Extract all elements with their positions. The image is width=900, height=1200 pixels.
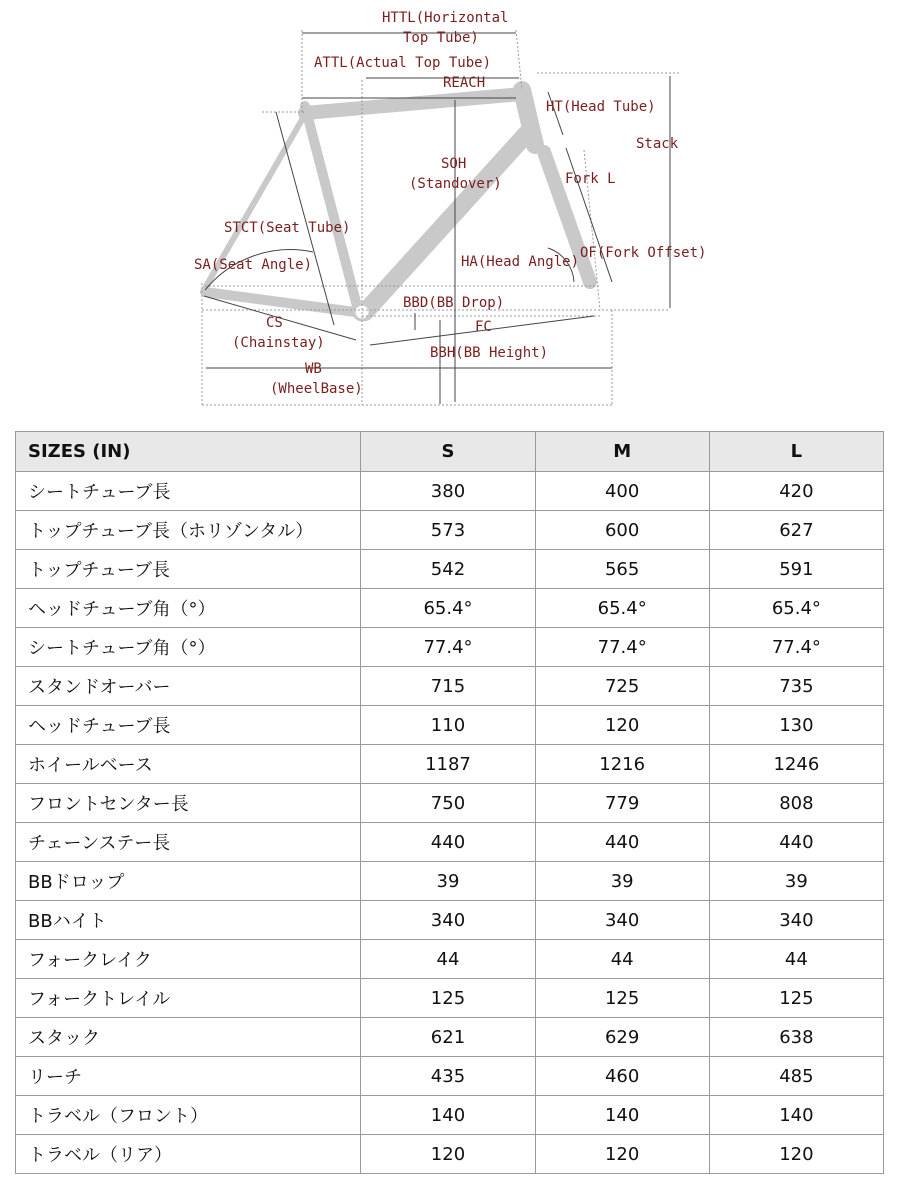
row-value-s: 542 — [361, 550, 535, 589]
label-cs-line1: CS — [266, 315, 283, 331]
row-value-m: 77.4° — [535, 628, 709, 667]
row-value-m: 600 — [535, 511, 709, 550]
row-value-m: 565 — [535, 550, 709, 589]
label-fork-l: Fork L — [565, 171, 616, 187]
row-label: ヘッドチューブ長 — [16, 706, 361, 745]
row-value-s: 380 — [361, 472, 535, 511]
row-label: トラベル（フロント） — [16, 1096, 361, 1135]
label-wb-line2: (WheelBase) — [270, 381, 363, 397]
label-cs-line2: (Chainstay) — [232, 335, 325, 351]
label-sa: SA(Seat Angle) — [194, 257, 313, 273]
chain-stay — [205, 292, 355, 312]
row-value-s: 77.4° — [361, 628, 535, 667]
row-value-m: 400 — [535, 472, 709, 511]
row-label: BBハイト — [16, 901, 361, 940]
row-value-s: 621 — [361, 1018, 535, 1057]
label-wb-line1: WB — [305, 361, 322, 377]
row-value-l: 627 — [709, 511, 883, 550]
row-value-l: 340 — [709, 901, 883, 940]
row-value-m: 629 — [535, 1018, 709, 1057]
table-row — [16, 1096, 884, 1135]
row-label: スタンドオーバー — [16, 667, 361, 706]
label-of: OF(Fork Offset) — [580, 245, 707, 261]
row-value-l: 1246 — [709, 745, 883, 784]
table-header — [16, 432, 884, 472]
row-value-l: 65.4° — [709, 589, 883, 628]
table-row — [16, 589, 884, 628]
seat-tube — [305, 106, 358, 310]
row-value-m: 65.4° — [535, 589, 709, 628]
table-row — [16, 667, 884, 706]
label-fc: FC — [475, 319, 492, 335]
table-row — [16, 862, 884, 901]
row-value-l: 120 — [709, 1135, 883, 1174]
row-value-s: 65.4° — [361, 589, 535, 628]
table-row — [16, 901, 884, 940]
table-row — [16, 940, 884, 979]
row-value-s: 110 — [361, 706, 535, 745]
label-stack: Stack — [636, 136, 679, 152]
table-row — [16, 1057, 884, 1096]
table-row — [16, 550, 884, 589]
row-label: フォークレイク — [16, 940, 361, 979]
row-label: トップチューブ長（ホリゾンタル） — [16, 511, 361, 550]
row-value-l: 485 — [709, 1057, 883, 1096]
row-value-l: 140 — [709, 1096, 883, 1135]
row-value-l: 440 — [709, 823, 883, 862]
row-label: スタック — [16, 1018, 361, 1057]
label-httl-line1: HTTL(Horizontal — [382, 10, 509, 26]
row-label: ヘッドチューブ角（°） — [16, 589, 361, 628]
label-bbd: BBD(BB Drop) — [403, 295, 505, 311]
table-row — [16, 1018, 884, 1057]
row-value-s: 440 — [361, 823, 535, 862]
label-httl-line2: Top Tube) — [403, 30, 479, 46]
row-value-m: 440 — [535, 823, 709, 862]
row-value-m: 725 — [535, 667, 709, 706]
row-value-l: 420 — [709, 472, 883, 511]
table-row — [16, 1135, 884, 1174]
row-value-m: 120 — [535, 706, 709, 745]
row-value-l: 591 — [709, 550, 883, 589]
table-row — [16, 979, 884, 1018]
row-label: トップチューブ長 — [16, 550, 361, 589]
frame-geometry-diagram — [0, 0, 900, 420]
label-attl: ATTL(Actual Top Tube) — [314, 55, 492, 71]
table-row — [16, 706, 884, 745]
table-row — [16, 745, 884, 784]
row-label: チェーンステー長 — [16, 823, 361, 862]
row-label: ホイールベース — [16, 745, 361, 784]
geometry-table — [15, 431, 884, 1174]
row-value-s: 1187 — [361, 745, 535, 784]
sizes-column-header: SIZES (IN) — [16, 432, 361, 472]
table-body — [16, 472, 884, 1174]
row-value-s: 44 — [361, 940, 535, 979]
row-label: トラベル（リア） — [16, 1135, 361, 1174]
row-value-m: 460 — [535, 1057, 709, 1096]
label-reach: REACH — [443, 75, 486, 91]
table-row — [16, 784, 884, 823]
table-row — [16, 511, 884, 550]
row-value-s: 125 — [361, 979, 535, 1018]
size-m-header: M — [535, 432, 709, 472]
row-value-l: 808 — [709, 784, 883, 823]
table-row — [16, 823, 884, 862]
label-bbh: BBH(BB Height) — [430, 345, 549, 361]
row-value-m: 1216 — [535, 745, 709, 784]
row-value-m: 120 — [535, 1135, 709, 1174]
row-value-s: 140 — [361, 1096, 535, 1135]
row-value-s: 750 — [361, 784, 535, 823]
top-tube — [305, 94, 522, 113]
row-value-l: 638 — [709, 1018, 883, 1057]
label-stct: STCT(Seat Tube) — [224, 220, 351, 236]
row-value-l: 130 — [709, 706, 883, 745]
row-value-s: 340 — [361, 901, 535, 940]
row-value-m: 340 — [535, 901, 709, 940]
row-value-l: 39 — [709, 862, 883, 901]
label-soh-line1: SOH — [441, 156, 467, 172]
label-ht: HT(Head Tube) — [546, 99, 656, 115]
row-value-m: 39 — [535, 862, 709, 901]
row-label: フロントセンター長 — [16, 784, 361, 823]
header-row — [16, 432, 884, 472]
row-value-l: 735 — [709, 667, 883, 706]
row-value-m: 140 — [535, 1096, 709, 1135]
size-l-header: L — [709, 432, 883, 472]
row-value-s: 39 — [361, 862, 535, 901]
row-label: シートチューブ角（°） — [16, 628, 361, 667]
row-label: リーチ — [16, 1057, 361, 1096]
row-value-m: 44 — [535, 940, 709, 979]
row-value-l: 77.4° — [709, 628, 883, 667]
row-value-l: 125 — [709, 979, 883, 1018]
row-value-m: 125 — [535, 979, 709, 1018]
row-value-s: 715 — [361, 667, 535, 706]
row-value-m: 779 — [535, 784, 709, 823]
table-row — [16, 628, 884, 667]
row-label: シートチューブ長 — [16, 472, 361, 511]
size-s-header: S — [361, 432, 535, 472]
row-label: フォークトレイル — [16, 979, 361, 1018]
label-soh-line2: (Standover) — [409, 176, 502, 192]
row-value-s: 435 — [361, 1057, 535, 1096]
label-ha: HA(Head Angle) — [461, 254, 580, 270]
row-value-s: 573 — [361, 511, 535, 550]
table-row — [16, 472, 884, 511]
row-value-s: 120 — [361, 1135, 535, 1174]
row-value-l: 44 — [709, 940, 883, 979]
row-label: BBドロップ — [16, 862, 361, 901]
